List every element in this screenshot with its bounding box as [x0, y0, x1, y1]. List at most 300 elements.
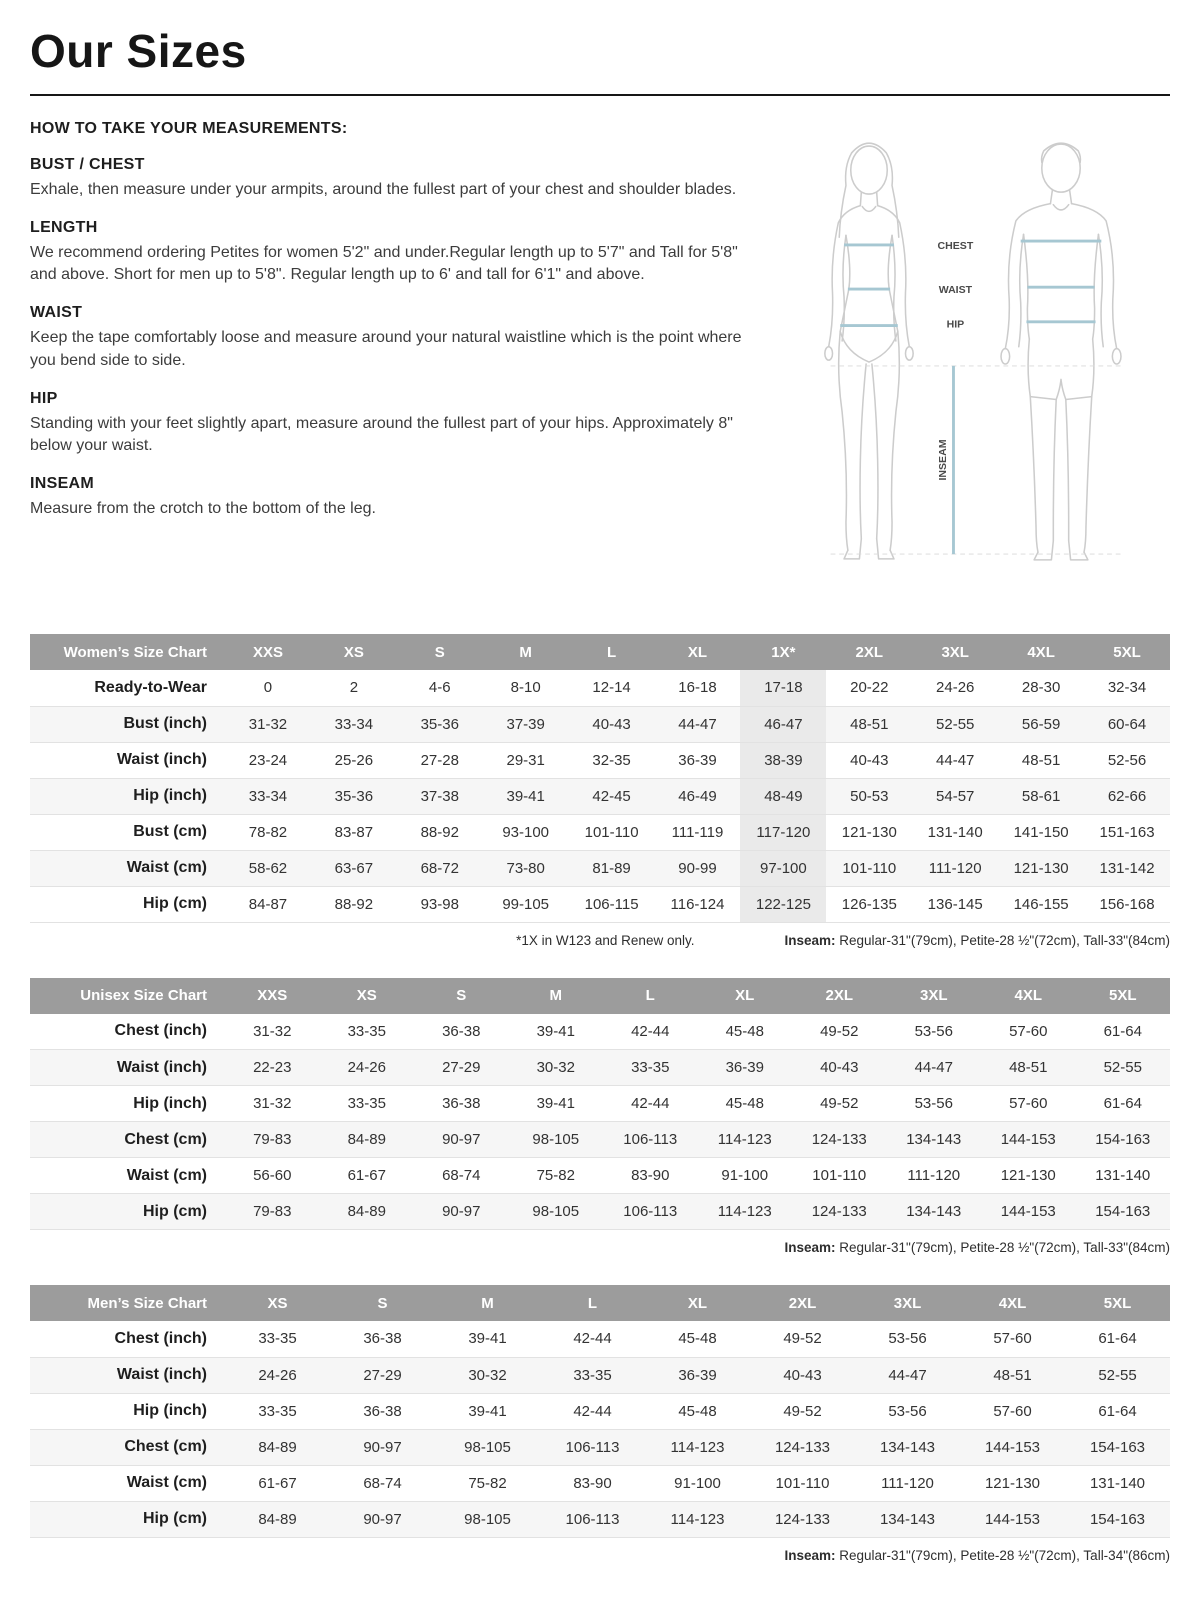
table-row	[30, 778, 1170, 814]
size-cell: 42-44	[631, 1095, 670, 1112]
size-cell: 121-130	[1000, 1167, 1056, 1184]
size-cell: 134-143	[906, 1131, 962, 1148]
size-cell: 25-26	[334, 751, 374, 769]
size-cell: 48-51	[993, 1366, 1032, 1384]
inseam-footnote-label: Inseam:	[784, 1240, 836, 1255]
size-cell: 111-120	[907, 1167, 961, 1184]
size-cell: 134-143	[879, 1510, 936, 1528]
size-table	[30, 978, 1170, 1231]
size-column-header: L	[569, 634, 655, 670]
size-column-header: 4XL	[998, 634, 1084, 670]
inseam-footnote-text: Regular-31"(79cm), Petite-28 ½"(72cm), Tall-34"(86cm)	[835, 1547, 1170, 1563]
size-cell: 56-60	[253, 1167, 292, 1184]
row-label: Hip (inch)	[133, 1402, 207, 1419]
size-cell: 27-29	[363, 1366, 402, 1384]
size-cell: 48-51	[1009, 1059, 1048, 1076]
size-cell: 53-56	[914, 1022, 953, 1040]
size-cell: 30-32	[536, 1059, 575, 1076]
size-column-header: M	[483, 634, 569, 670]
table-row	[30, 814, 1170, 850]
size-cell: 52-56	[1107, 751, 1147, 769]
size-cell: 90-97	[363, 1438, 402, 1456]
row-label: Chest (cm)	[124, 1438, 207, 1455]
size-cell: 101-110	[812, 1167, 867, 1184]
womens-1x-footnote: *1X in W123 and Renew only.	[516, 932, 695, 948]
size-cell: 91-100	[721, 1167, 769, 1184]
size-cell: 156-168	[1099, 895, 1155, 913]
row-label: Hip (inch)	[133, 1094, 207, 1112]
size-cell: 144-153	[984, 1438, 1041, 1456]
size-cell: 98-105	[464, 1510, 511, 1528]
row-label: Chest (inch)	[114, 1022, 207, 1040]
size-column-header: L	[603, 978, 698, 1014]
size-cell: 39-41	[506, 787, 545, 805]
size-cell: 151-163	[1099, 823, 1155, 841]
table-row	[30, 1321, 1170, 1357]
size-cell: 83-90	[631, 1167, 670, 1184]
size-cell: 116-124	[670, 895, 725, 913]
size-cell: 84-89	[347, 1203, 386, 1220]
size-cell: 36-39	[678, 1366, 717, 1384]
size-cell: 57-60	[1009, 1022, 1048, 1040]
row-label: Hip (cm)	[143, 1202, 207, 1220]
table-row	[30, 850, 1170, 886]
size-cell: 44-47	[936, 751, 975, 769]
body-measurement-illustration	[760, 120, 1170, 604]
size-cell: 63-67	[334, 859, 374, 877]
size-cell: 83-90	[573, 1474, 612, 1492]
size-cell: 124-133	[774, 1510, 831, 1528]
size-cell: 45-48	[678, 1330, 717, 1348]
size-cell: 58-62	[248, 859, 288, 877]
size-cell: 46-47	[740, 706, 826, 742]
size-column-header: 5XL	[1076, 978, 1171, 1014]
size-cell: 2	[349, 679, 359, 697]
size-cell: 37-38	[420, 787, 459, 805]
size-cell: 111-120	[881, 1474, 934, 1492]
size-cell: 45-48	[725, 1022, 764, 1040]
size-cell: 53-56	[888, 1330, 927, 1348]
instruction-body: We recommend ordering Petites for women 5'2" and under.Regular length up to 5'7" and Tall for 5'8" and above. Short for men up to 5'8". Regular length up to 6' and tall for 6'1" and above.	[30, 243, 738, 284]
size-cell: 88-92	[420, 823, 459, 841]
instruction-body: Measure from the crotch to the bottom of the leg.	[30, 500, 376, 518]
size-cell: 60-64	[1107, 715, 1147, 733]
size-cell: 33-35	[347, 1095, 386, 1112]
size-cell: 84-89	[258, 1438, 297, 1456]
size-cell: 131-142	[1099, 859, 1155, 877]
size-cell: 46-49	[678, 787, 717, 805]
size-cell: 114-123	[717, 1131, 772, 1148]
size-cell: 31-32	[253, 1022, 292, 1040]
size-cell: 20-22	[850, 679, 889, 697]
size-cell: 88-92	[334, 895, 374, 913]
size-cell: 36-39	[678, 751, 717, 769]
size-cell: 144-153	[1000, 1131, 1056, 1148]
size-cell: 39-41	[536, 1022, 575, 1040]
inseam-footnote-text: Regular-31"(79cm), Petite-28 ½"(72cm), Tall-33"(84cm)	[835, 1240, 1170, 1255]
size-cell: 73-80	[506, 859, 545, 877]
size-cell: 154-163	[1089, 1438, 1146, 1456]
size-cell: 28-30	[1021, 679, 1061, 697]
size-cell: 36-38	[363, 1330, 402, 1348]
size-cell: 39-41	[468, 1402, 507, 1420]
instruction-length	[30, 219, 746, 287]
size-cell: 134-143	[906, 1203, 962, 1220]
size-cell: 57-60	[1009, 1095, 1048, 1112]
row-label: Waist (cm)	[126, 1166, 207, 1184]
size-cell: 61-64	[1103, 1022, 1142, 1040]
size-column-header: XL	[698, 978, 793, 1014]
size-cell: 81-89	[592, 859, 631, 877]
size-cell: 56-59	[1021, 715, 1061, 733]
mens-size-table	[30, 1285, 1170, 1563]
size-cell: 131-140	[927, 823, 983, 841]
instruction-title: HIP	[30, 389, 58, 407]
size-cell: 50-53	[850, 787, 889, 805]
size-cell: 35-36	[334, 787, 374, 805]
size-cell: 61-64	[1103, 1095, 1142, 1112]
waist-label: WAIST	[938, 283, 973, 296]
table-row	[30, 1014, 1170, 1050]
size-cell: 38-39	[740, 742, 826, 778]
womens-table-footnotes	[30, 933, 1170, 948]
size-cell: 35-36	[420, 715, 459, 733]
size-cell: 61-67	[347, 1167, 386, 1184]
size-cell: 22-23	[253, 1059, 292, 1076]
size-cell: 37-39	[506, 715, 545, 733]
table-title: Unisex Size Chart	[30, 978, 225, 1014]
size-cell: 36-38	[363, 1402, 402, 1420]
size-cell: 12-14	[592, 679, 631, 697]
size-cell: 27-28	[420, 751, 459, 769]
size-column-header: 2XL	[826, 634, 912, 670]
size-cell: 29-31	[506, 751, 545, 769]
size-cell: 57-60	[993, 1402, 1032, 1420]
size-cell: 98-105	[532, 1131, 580, 1148]
instruction-bust-chest	[30, 156, 746, 202]
size-cell: 33-35	[573, 1366, 612, 1384]
size-cell: 40-43	[783, 1366, 822, 1384]
size-cell: 16-18	[678, 679, 717, 697]
size-column-header: 2XL	[750, 1285, 855, 1321]
womens-size-table	[30, 634, 1170, 948]
size-cell: 24-26	[936, 679, 975, 697]
size-column-header: XXS	[225, 978, 320, 1014]
inseam-footnote-label: Inseam:	[784, 932, 836, 948]
size-cell: 27-29	[442, 1059, 481, 1076]
size-cell: 144-153	[984, 1510, 1041, 1528]
size-cell: 54-57	[936, 787, 975, 805]
size-cell: 106-113	[623, 1203, 678, 1220]
size-cell: 40-43	[820, 1059, 859, 1076]
size-cell: 24-26	[258, 1366, 297, 1384]
row-label: Hip (cm)	[143, 895, 207, 912]
size-column-header: 2XL	[792, 978, 887, 1014]
size-cell: 40-43	[592, 715, 631, 733]
size-cell: 124-133	[811, 1131, 867, 1148]
table-row	[30, 1429, 1170, 1465]
size-cell: 114-123	[670, 1438, 725, 1456]
unisex-inseam-footnote	[784, 1240, 1170, 1255]
table-row	[30, 1050, 1170, 1086]
instruction-inseam	[30, 475, 746, 521]
mens-inseam-footnote	[784, 1548, 1170, 1563]
size-cell: 144-153	[1000, 1203, 1056, 1220]
page-title: Our Sizes	[30, 25, 247, 77]
size-column-header: 4XL	[960, 1285, 1065, 1321]
size-cell: 48-51	[1021, 751, 1061, 769]
table-row	[30, 1393, 1170, 1429]
size-cell: 114-123	[717, 1203, 772, 1220]
size-cell: 57-60	[993, 1330, 1032, 1348]
size-column-header: S	[330, 1285, 435, 1321]
size-cell: 106-113	[623, 1131, 678, 1148]
size-cell: 49-52	[783, 1330, 822, 1348]
instructions-heading: HOW TO TAKE YOUR MEASUREMENTS:	[30, 120, 348, 137]
size-cell: 39-41	[468, 1330, 507, 1348]
size-cell: 42-45	[592, 787, 631, 805]
size-cell: 98-105	[464, 1438, 511, 1456]
size-cell: 121-130	[984, 1474, 1041, 1492]
size-cell: 90-97	[442, 1203, 481, 1220]
size-cell: 8-10	[510, 679, 541, 697]
size-cell: 33-35	[347, 1022, 386, 1040]
size-cell: 154-163	[1095, 1203, 1151, 1220]
table-row	[30, 1357, 1170, 1393]
unisex-size-table	[30, 978, 1170, 1256]
size-cell: 36-38	[442, 1095, 481, 1112]
size-cell: 36-39	[725, 1059, 764, 1076]
table-row	[30, 1194, 1170, 1230]
size-cell: 48-49	[740, 778, 826, 814]
size-cell: 106-113	[565, 1438, 620, 1456]
womens-inseam-footnote	[784, 933, 1170, 948]
size-cell: 52-55	[936, 715, 975, 733]
size-cell: 101-110	[584, 823, 639, 841]
size-cell: 114-123	[670, 1510, 725, 1528]
size-cell: 75-82	[536, 1167, 575, 1184]
size-cell: 97-100	[740, 850, 826, 886]
instruction-title: BUST / CHEST	[30, 156, 145, 173]
size-column-header: M	[509, 978, 604, 1014]
table-row	[30, 1501, 1170, 1537]
size-cell: 122-125	[740, 886, 826, 922]
instruction-title: WAIST	[30, 304, 83, 322]
size-cell: 78-82	[248, 823, 288, 841]
size-cell: 90-97	[363, 1510, 402, 1528]
title-divider	[30, 94, 1170, 96]
size-cell: 58-61	[1021, 787, 1061, 805]
size-cell: 42-44	[573, 1330, 612, 1348]
instruction-waist	[30, 304, 746, 372]
row-label: Chest (cm)	[124, 1130, 207, 1148]
size-cell: 146-155	[1013, 895, 1069, 913]
size-cell: 45-48	[725, 1095, 764, 1112]
size-cell: 124-133	[774, 1438, 831, 1456]
size-cell: 68-74	[442, 1167, 481, 1184]
instruction-body: Keep the tape comfortably loose and measure around your natural waistline which is the point where you bend side to side.	[30, 329, 742, 369]
size-column-header: XXS	[225, 634, 311, 670]
table-row	[30, 706, 1170, 742]
size-cell: 39-41	[536, 1095, 575, 1112]
size-column-header: 5XL	[1065, 1285, 1170, 1321]
size-cell: 33-35	[631, 1059, 670, 1076]
row-label: Hip (inch)	[133, 787, 207, 804]
size-column-header: 1X*	[740, 634, 826, 670]
size-column-header: XS	[225, 1285, 330, 1321]
size-cell: 90-99	[678, 859, 717, 877]
size-cell: 44-47	[888, 1366, 927, 1384]
measurement-instructions	[30, 120, 760, 604]
size-column-header: XL	[645, 1285, 750, 1321]
size-cell: 33-35	[258, 1330, 297, 1348]
chest-label: CHEST	[937, 239, 974, 252]
size-cell: 62-66	[1107, 787, 1147, 805]
size-cell: 23-24	[248, 751, 288, 769]
size-cell: 98-105	[532, 1203, 580, 1220]
size-column-header: M	[435, 1285, 540, 1321]
size-cell: 124-133	[811, 1203, 867, 1220]
size-cell: 121-130	[841, 823, 897, 841]
size-cell: 84-89	[258, 1510, 297, 1528]
size-cell: 126-135	[841, 895, 897, 913]
size-cell: 31-32	[248, 715, 288, 733]
size-cell: 49-52	[783, 1402, 822, 1420]
hip-label: HIP	[946, 318, 965, 331]
row-label: Bust (cm)	[133, 823, 207, 840]
size-cell: 136-145	[927, 895, 983, 913]
instruction-title: INSEAM	[30, 475, 95, 493]
size-cell: 32-35	[592, 751, 631, 769]
row-label: Waist (cm)	[126, 1474, 207, 1491]
size-cell: 44-47	[678, 715, 717, 733]
size-cell: 91-100	[674, 1474, 721, 1492]
size-cell: 75-82	[468, 1474, 507, 1492]
instruction-body: Standing with your feet slightly apart, measure around the fullest part of your hips. Approximately 8" below your waist.	[30, 414, 733, 455]
size-cell: 131-140	[1095, 1167, 1151, 1184]
size-cell: 134-143	[879, 1438, 936, 1456]
size-cell: 48-51	[850, 715, 889, 733]
size-cell: 45-48	[678, 1402, 717, 1420]
size-cell: 61-67	[258, 1474, 297, 1492]
size-cell: 106-115	[584, 895, 639, 913]
size-cell: 44-47	[914, 1059, 953, 1076]
instruction-hip	[30, 390, 746, 458]
size-cell: 68-74	[363, 1474, 402, 1492]
size-column-header: 3XL	[887, 978, 982, 1014]
size-cell: 0	[263, 679, 273, 697]
size-cell: 111-120	[928, 859, 982, 877]
measurement-guide-section	[30, 120, 1170, 604]
inseam-footnote-label: Inseam:	[784, 1547, 836, 1563]
size-cell: 17-18	[740, 670, 826, 706]
size-cell: 101-110	[775, 1474, 830, 1492]
table-row	[30, 886, 1170, 922]
size-cell: 53-56	[888, 1402, 927, 1420]
table-row	[30, 742, 1170, 778]
table-row	[30, 1122, 1170, 1158]
size-cell: 52-55	[1103, 1059, 1142, 1076]
size-column-header: XL	[655, 634, 741, 670]
size-cell: 4-6	[428, 679, 451, 697]
size-table	[30, 1285, 1170, 1538]
size-cell: 90-97	[442, 1131, 481, 1148]
inseam-footnote-text: Regular-31"(79cm), Petite-28 ½"(72cm), Tall-33"(84cm)	[835, 932, 1170, 948]
size-column-header: S	[414, 978, 509, 1014]
size-cell: 111-119	[671, 823, 724, 841]
size-cell: 32-34	[1107, 679, 1147, 697]
size-cell: 121-130	[1013, 859, 1069, 877]
size-cell: 33-35	[258, 1402, 297, 1420]
row-label: Waist (inch)	[116, 751, 207, 768]
size-cell: 49-52	[820, 1095, 859, 1112]
size-cell: 52-55	[1098, 1366, 1137, 1384]
size-cell: 154-163	[1089, 1510, 1146, 1528]
size-table	[30, 634, 1170, 923]
table-title: Women’s Size Chart	[30, 634, 225, 670]
size-cell: 53-56	[914, 1095, 953, 1112]
table-row	[30, 1465, 1170, 1501]
size-column-header: L	[540, 1285, 645, 1321]
size-cell: 131-140	[1089, 1474, 1146, 1492]
size-cell: 33-34	[334, 715, 374, 733]
size-column-header: XS	[311, 634, 397, 670]
inseam-label: INSEAM	[936, 439, 949, 481]
size-column-header: 4XL	[981, 978, 1076, 1014]
size-cell: 31-32	[253, 1095, 292, 1112]
size-cell: 42-44	[573, 1402, 612, 1420]
size-cell: 61-64	[1098, 1402, 1137, 1420]
size-cell: 24-26	[347, 1059, 386, 1076]
table-title: Men’s Size Chart	[30, 1285, 225, 1321]
size-cell: 68-72	[420, 859, 459, 877]
mens-table-footnotes	[30, 1548, 1170, 1563]
size-cell: 84-87	[248, 895, 288, 913]
size-cell: 40-43	[850, 751, 889, 769]
size-column-header: S	[397, 634, 483, 670]
size-cell: 83-87	[334, 823, 374, 841]
size-column-header: 3XL	[855, 1285, 960, 1321]
size-cell: 79-83	[253, 1203, 292, 1220]
size-cell: 84-89	[347, 1131, 386, 1148]
unisex-table-footnotes	[30, 1240, 1170, 1255]
row-label: Waist (inch)	[116, 1058, 207, 1076]
body-figures-svg	[763, 124, 1167, 604]
size-cell: 36-38	[442, 1022, 481, 1040]
size-cell: 154-163	[1095, 1131, 1151, 1148]
size-cell: 30-32	[468, 1366, 507, 1384]
size-cell: 99-105	[502, 895, 550, 913]
size-cell: 33-34	[248, 787, 288, 805]
row-label: Waist (cm)	[126, 859, 207, 876]
size-cell: 42-44	[631, 1022, 670, 1040]
row-label: Bust (inch)	[123, 715, 207, 732]
row-label: Chest (inch)	[114, 1329, 207, 1347]
instruction-title: LENGTH	[30, 218, 98, 236]
size-cell: 49-52	[820, 1022, 859, 1040]
size-column-header: XS	[320, 978, 415, 1014]
size-cell: 101-110	[842, 859, 897, 877]
table-row	[30, 670, 1170, 706]
table-row	[30, 1086, 1170, 1122]
row-label: Waist (inch)	[116, 1366, 207, 1383]
size-cell: 141-150	[1013, 823, 1069, 841]
size-cell: 117-120	[740, 814, 826, 850]
size-cell: 93-98	[420, 895, 459, 913]
row-label: Hip (cm)	[143, 1510, 207, 1527]
row-label: Ready-to-Wear	[94, 678, 207, 696]
size-cell: 93-100	[502, 823, 550, 841]
